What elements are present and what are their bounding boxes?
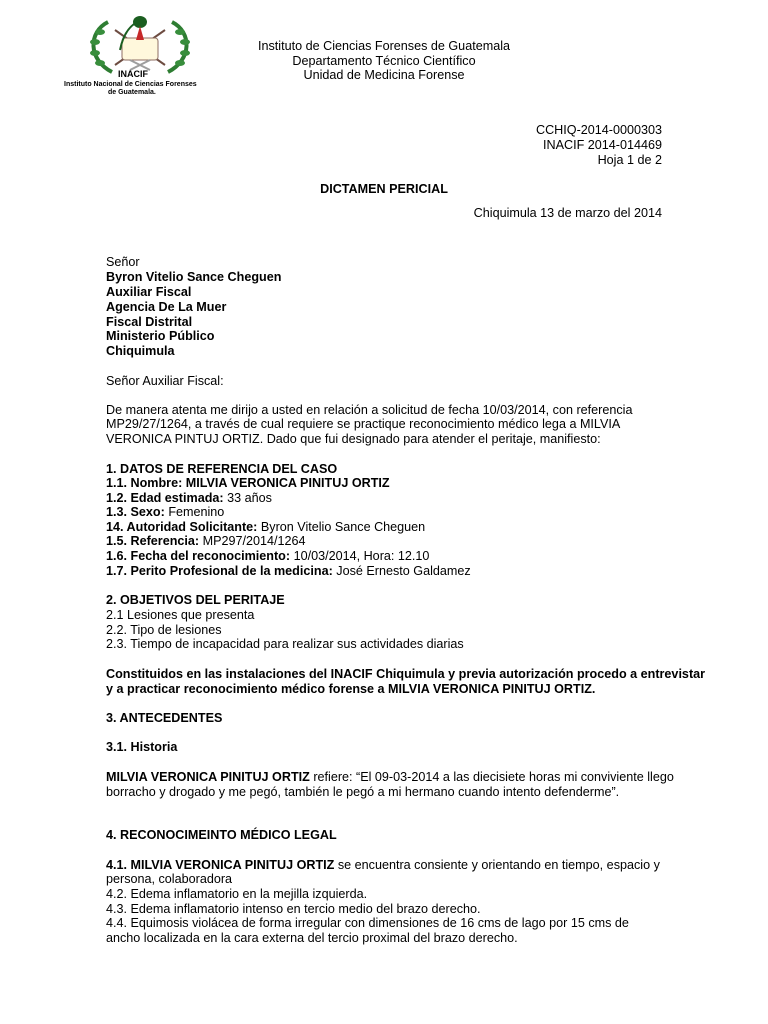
case-data-label: 1.2. Edad estimada: [106,491,228,505]
exam-item: 4.3. Edema inflamatorio intenso en tercio medio del brazo derecho. [106,902,481,916]
case-data-label: 14. Autoridad Solicitante: [106,520,261,534]
intro-line-3: VERONICA PINTUJ ORTIZ. Dado que fui designado para atender el peritaje, manifiesto: [106,432,601,446]
case-data-label: 1.3. Sexo: [106,505,169,519]
exam-item-continued: persona, colaboradora [106,872,233,886]
case-data-item [106,549,429,564]
exam-item-continued: ancho localizada en la cara externa del tercio proximal del brazo derecho. [106,931,518,945]
exam-item-text: se encuentra consiente y orientando en tiempo, espacio y [334,858,660,872]
recipient-ministry: Ministerio Público [106,329,215,343]
case-data-value: Byron Vitelio Sance Cheguen [260,520,426,534]
case-data-value: 33 años [227,491,272,505]
case-data-label: 1.5. Referencia: [106,534,203,548]
section-2-heading: 2. OBJETIVOS DEL PERITAJE [106,593,285,607]
case-data-item [106,491,272,506]
history-line-2: borracho y drogado y me pegó, también le pegó a mi hermano cuando intento defenderme”. [106,785,620,799]
inacif-reference: INACIF 2014-014469 [542,138,662,152]
history-patient-name: MILVIA VERONICA PINITUJ ORTIZ [106,770,310,784]
objective-item: 2.2. Tipo de lesiones [106,623,222,637]
history-subheading: 3.1. Historia [106,740,178,754]
logo-caption-country: de Guatemala. [108,89,156,96]
section-4-heading: 4. RECONOCIMEINTO MÉDICO LEGAL [106,828,337,842]
case-data-value: José Ernesto Galdamez [336,564,471,578]
intro-line-1: De manera atenta me dirijo a usted en relación a solicitud de fecha 10/03/2014, con referencia [106,403,633,417]
recipient-salutation: Señor [106,255,140,269]
case-data-item [106,534,306,549]
department-name: Departamento Técnico Científico [292,54,476,68]
intro-line-2: MP29/27/1264, a través de cual requiere se practique reconocimiento médico lega a MILVIA [106,417,621,431]
document-title: DICTAMEN PERICIAL [320,182,448,196]
constituted-line-1: Constituidos en las instalaciones del INACIF Chiquimula y previa autorización procedo a entrevistar [106,667,706,681]
section-3-heading: 3. ANTECEDENTES [106,711,223,725]
case-data-label: 1.7. Perito Profesional de la medicina: [106,564,337,578]
section-1-heading: 1. DATOS DE REFERENCIA DEL CASO [106,462,338,476]
case-data-item [106,564,471,579]
exam-item: 4.2. Edema inflamatorio en la mejilla izquierda. [106,887,368,901]
inacif-logo [60,10,220,100]
case-data-item [106,476,390,491]
logo-caption-acronym: INACIF [118,69,148,79]
case-data-item [106,505,224,520]
unit-name: Unidad de Medicina Forense [303,68,465,82]
recipient-district: Fiscal Distrital [106,315,193,329]
case-data-value: Femenino [168,505,225,519]
recipient-name: Byron Vitelio Sance Cheguen [106,270,282,284]
case-data-value: 10/03/2014, Hora: 12.10 [293,549,430,563]
place-date: Chiquimula 13 de marzo del 2014 [473,206,662,220]
history-line-1 [106,770,674,785]
objective-item: 2.3. Tiempo de incapacidad para realizar sus actividades diarias [106,637,464,651]
page-indicator: Hoja 1 de 2 [597,153,662,167]
case-data-item [106,520,425,535]
exam-item-label: 4.1. MILVIA VERONICA PINITUJ ORTIZ [106,858,335,872]
institution-name: Instituto de Ciencias Forenses de Guatemala [257,39,510,53]
case-data-value: MILVIA VERONICA PINITUJ ORTIZ [185,476,390,490]
recipient-city: Chiquimula [106,344,175,358]
history-text: refiere: “El 09-03-2014 a las diecisiete horas mi conviviente llego [309,770,674,784]
exam-item: 4.4. Equimosis violácea de forma irregular con dimensiones de 16 cms de lago por 15 cms de [106,916,629,930]
case-reference: CCHIQ-2014-0000303 [535,123,662,137]
exam-item [106,858,660,873]
case-data-label: 1.1. Nombre: [106,476,186,490]
recipient-title: Auxiliar Fiscal [106,285,192,299]
case-data-value: MP297/2014/1264 [202,534,306,548]
objective-item: 2.1 Lesiones que presenta [106,608,255,622]
constituted-line-2: y a practicar reconocimiento médico forense a MILVIA VERONICA PINITUJ ORTIZ. [106,682,596,696]
greeting: Señor Auxiliar Fiscal: [106,374,224,388]
case-data-label: 1.6. Fecha del reconocimiento: [106,549,294,563]
recipient-agency: Agencia De La Muer [106,300,227,314]
logo-caption-name: Instituto Nacional de Ciencias Forenses [64,81,197,88]
